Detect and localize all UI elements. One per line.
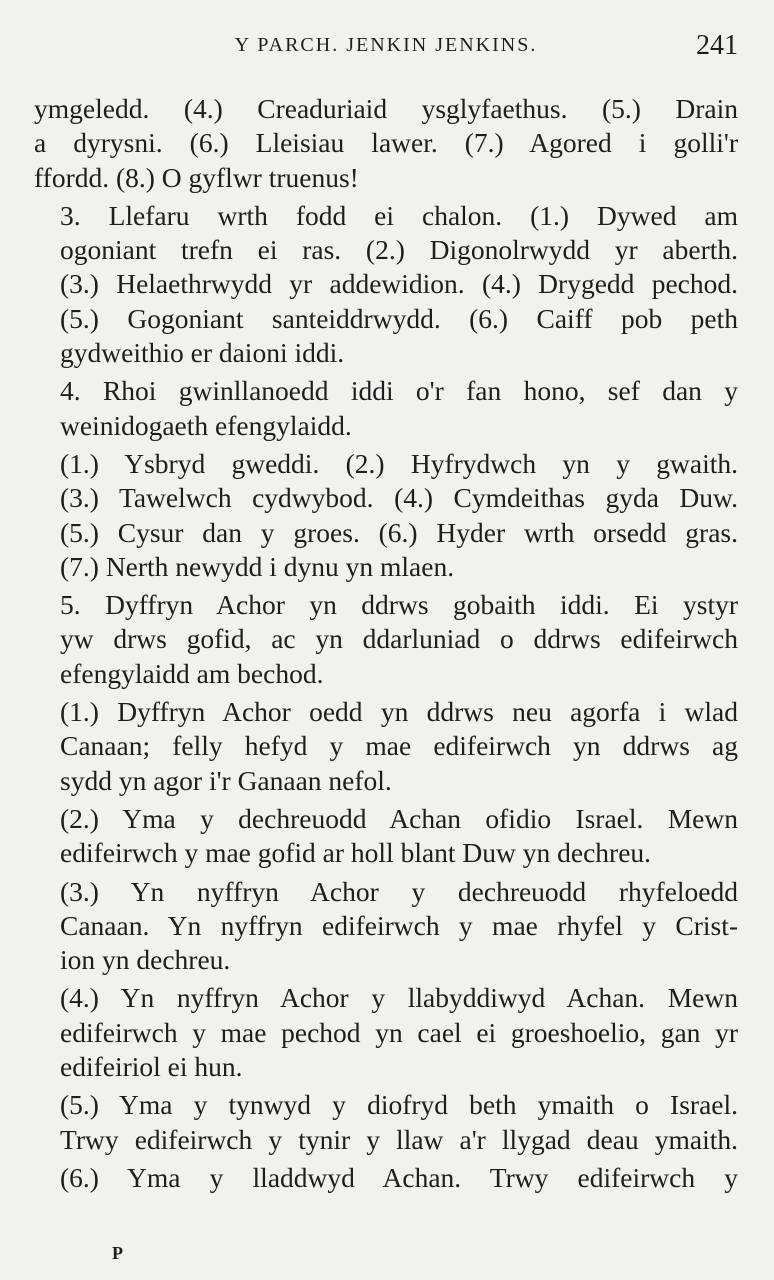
paragraph (34, 92, 738, 195)
paragraph (34, 447, 738, 584)
paragraph (34, 1088, 738, 1157)
text-line: (1.) Dyffryn Achor oedd yn ddrws neu agorfa i wlad (60, 696, 738, 728)
text-line: ymgeledd. (4.) Creaduriaid ysglyfaethus. (5.) Drain (34, 93, 738, 124)
text-line: yw drws gofid, ac yn ddarluniad o ddrws edifeirwch (60, 623, 738, 655)
text-line: Trwy edifeirwch y tynir y llaw a'r llygad deau ymaith. (60, 1123, 738, 1155)
text-line: (3.) Tawelwch cydwybod. (4.) Cymdeithas gyda Duw. (60, 482, 738, 514)
text-line: ion yn dechreu. (60, 944, 231, 976)
paragraph (34, 1161, 738, 1195)
paragraph (34, 199, 738, 370)
text-line: weinidogaeth efengylaidd. (60, 409, 352, 441)
text-line: (2.) Yma y dechreuodd Achan ofidio Israel. Mewn (60, 802, 738, 834)
text-line: (7.) Nerth newydd i dynu yn mlaen. (60, 550, 455, 582)
text-line: edifeirwch y mae gofid ar holl blant Duw yn dechreu. (60, 837, 652, 869)
text-line: gydweithio er daioni iddi. (60, 337, 345, 369)
page-body (34, 92, 738, 1199)
text-line: (1.) Ysbryd gweddi. (2.) Hyfrydwch yn y gwaith. (60, 447, 738, 479)
text-line: sydd yn agor i'r Ganaan nefol. (60, 764, 392, 796)
text-line: (3.) Yn nyffryn Achor y dechreuodd rhyfeloedd (60, 875, 738, 907)
running-head: Y PARCH. JENKIN JENKINS. (234, 34, 538, 56)
text-line: 3. Llefaru wrth fodd ei chalon. (1.) Dywed am (60, 199, 738, 231)
text-line: ogoniant trefn ei ras. (2.) Digonolrwydd yr aberth. (60, 234, 738, 266)
text-line: edifeirwch y mae pechod yn cael ei groeshoelio, gan yr (60, 1016, 738, 1048)
paragraph (34, 695, 738, 798)
page-number: 241 (696, 30, 738, 61)
text-line: Canaan; felly hefyd y mae edifeirwch yn ddrws ag (60, 730, 738, 762)
text-line: (4.) Yn nyffryn Achor y llabyddiwyd Achan. Mewn (60, 982, 738, 1014)
text-line: 4. Rhoi gwinllanoedd iddi o'r fan hono, sef dan y (60, 375, 738, 407)
paragraph (34, 374, 738, 443)
text-line: ffordd. (8.) O gyflwr truenus! (34, 161, 359, 193)
text-line: 5. Dyffryn Achor yn ddrws gobaith iddi. Ei ystyr (60, 589, 738, 621)
paragraph (34, 802, 738, 871)
page-header (34, 30, 738, 70)
text-line: (3.) Helaethrwydd yr addewidion. (4.) Drygedd pechod. (60, 268, 738, 300)
text-line: (5.) Yma y tynwyd y diofryd beth ymaith o Israel. (60, 1089, 738, 1121)
text-line: edifeiriol ei hun. (60, 1051, 243, 1083)
paragraph (34, 981, 738, 1084)
text-line: Canaan. Yn nyffryn edifeirwch y mae rhyfel y Crist- (60, 909, 738, 941)
text-line: (5.) Gogoniant santeiddrwydd. (6.) Caiff pob peth (60, 302, 738, 334)
paragraph (34, 875, 738, 978)
text-line: (6.) Yma y lladdwyd Achan. Trwy edifeirwch y (60, 1161, 738, 1193)
text-line: a dyrysni. (6.) Lleisiau lawer. (7.) Agored i golli'r (34, 127, 738, 159)
paragraph (34, 588, 738, 691)
text-line: (5.) Cysur dan y groes. (6.) Hyder wrth orsedd gras. (60, 516, 738, 548)
signature-mark: P (112, 1243, 123, 1263)
text-line: efengylaidd am bechod. (60, 657, 324, 689)
